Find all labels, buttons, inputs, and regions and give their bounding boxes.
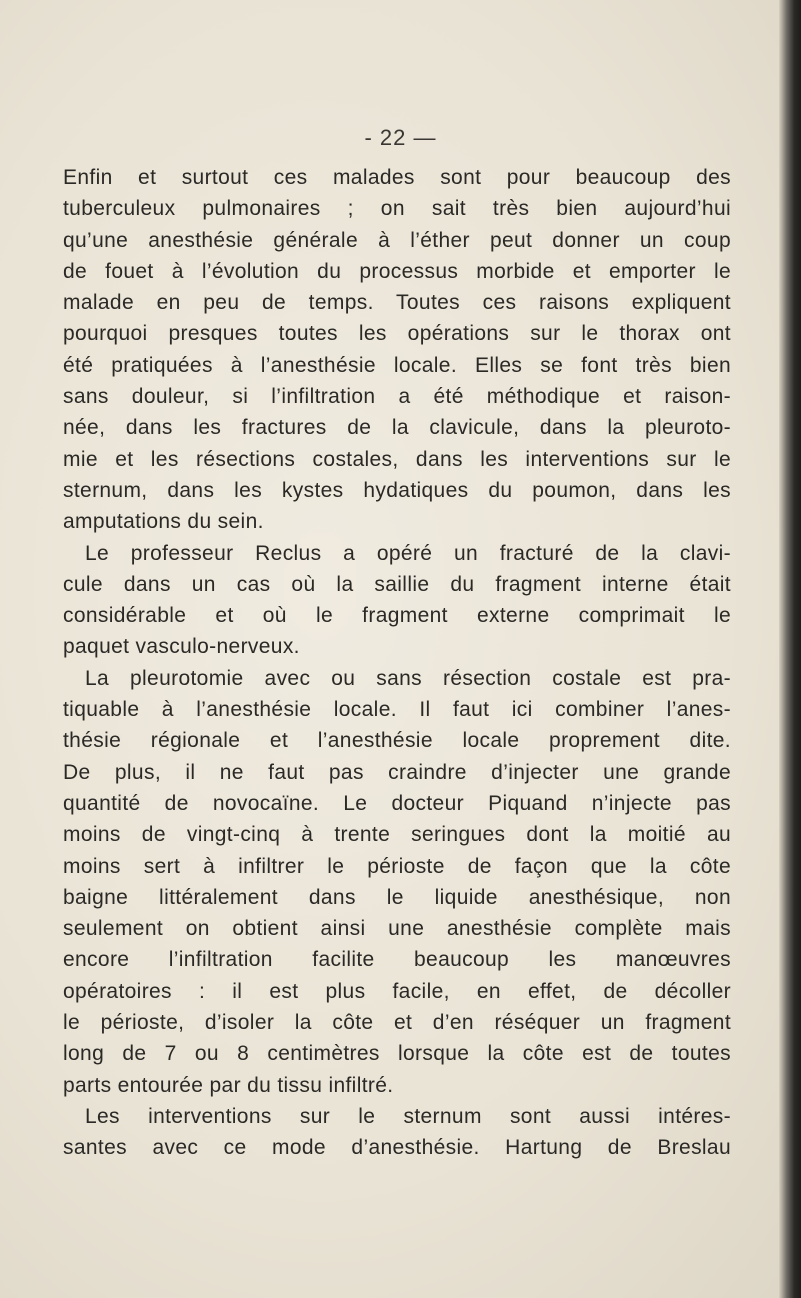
text-line: quantité de novocaïne. Le docteur Piquand n’injecte pas [63,791,731,815]
text-line: de fouet à l’évolution du processus morbide et emporter le [63,259,731,283]
text-line: Enfin et surtout ces malades sont pour beaucoup des [63,166,731,189]
text-line: tuberculeux pulmonaires ; on sait très bien aujourd’hui [63,197,731,221]
text-line: mie et les résections costales, dans les interventions sur le [63,447,731,471]
text-line: thésie régionale et l’anesthésie locale proprement dite. [63,729,731,753]
book-spine-shadow [779,0,801,1298]
text-line: considérable et où le fragment externe comprimait le [63,604,731,628]
text-line: sans douleur, si l’infiltration a été méthodique et raison- [63,385,731,409]
text-line: baigne littéralement dans le liquide anesthésique, non [63,885,731,909]
paragraph-end-line: parts entourée par du tissu infiltré. [63,1073,394,1097]
text-line: opératoires : il est plus facile, en effet, de décoller [63,979,731,1003]
text-line: née, dans les fractures de la clavicule, dans la pleuroto- [63,416,731,440]
text-line: santes avec ce mode d’anesthésie. Hartung de Breslau [63,1136,731,1160]
paragraph-end-line: paquet vasculo-nerveux. [63,635,300,659]
paragraph-start-line: Le professeur Reclus a opéré un fracturé de la clavi- [85,541,731,565]
text-line: moins sert à infiltrer le périoste de façon que la côte [63,854,731,878]
text-line: sternum, dans les kystes hydatiques du poumon, dans les [63,478,731,502]
text-line: qu’une anesthésie générale à l’éther peut donner un coup [63,228,731,252]
text-line: De plus, il ne faut pas craindre d’injecter une grande [63,760,731,784]
body-text [63,162,731,1164]
text-line: été pratiquées à l’anesthésie locale. Elles se font très bien [63,353,731,377]
text-line: pourquoi presques toutes les opérations sur le thorax ont [63,322,731,346]
text-line: malade en peu de temps. Toutes ces raisons expliquent [63,291,731,315]
text-line: long de 7 ou 8 centimètres lorsque la côte est de toutes [63,1042,731,1066]
text-line: cule dans un cas où la saillie du fragment interne était [63,572,731,596]
text-line: seulement on obtient ainsi une anesthésie complète mais [63,917,731,941]
text-line: encore l’infiltration facilite beaucoup les manœuvres [63,948,731,972]
text-line: tiquable à l’anesthésie locale. Il faut ici combiner l’anes- [63,698,731,722]
paragraph-start-line: Les interventions sur le sternum sont aussi intéres- [85,1104,731,1128]
text-line: le périoste, d’isoler la côte et d’en réséquer un fragment [63,1011,731,1035]
paragraph-end-line: amputations du sein. [63,510,264,534]
text-line: moins de vingt-cinq à trente seringues dont la moitié au [63,823,731,847]
page-number: - 22 — [364,125,437,150]
paragraph-start-line: La pleurotomie avec ou sans résection costale est pra- [85,666,731,690]
